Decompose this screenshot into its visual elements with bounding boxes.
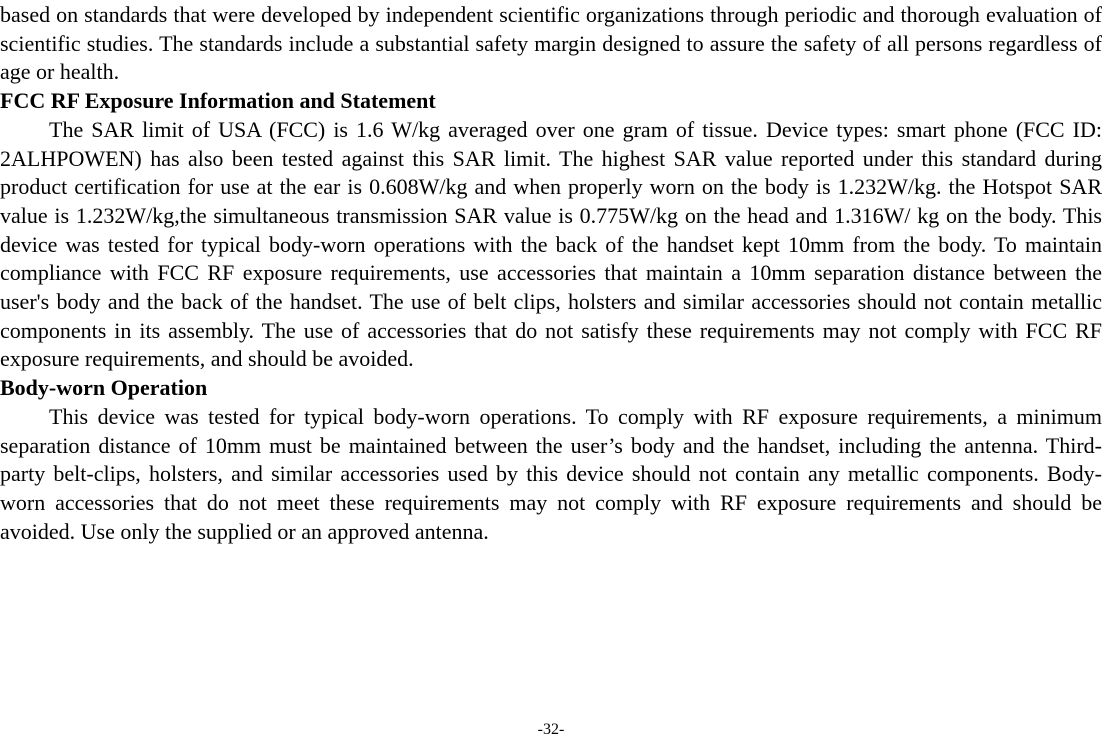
- intro-paragraph: based on standards that were developed by independent scientific organizations through periodic and thorough evaluation of scientific studies. The standards include a substantial safety margin designed to assure the safety of all persons regardless of age or health.: [0, 2, 1102, 85]
- body-worn-operation-paragraph: This device was tested for typical body-worn operations. To comply with RF exposure requirements, a minimum separation distance of 10mm must be maintained between the user’s body and the handset, including the antenna. Third-party belt-clips, holsters, and similar accessories used by this device should not contain any metallic components. Body-worn accessories that do not meet these requirements may not comply with RF exposure requirements and should be avoided. Use only the supplied or an approved antenna.: [0, 403, 1102, 544]
- body-worn-operation-heading: Body-worn Operation: [0, 375, 208, 401]
- page-number: -32-: [537, 721, 565, 738]
- fcc-rf-exposure-heading: FCC RF Exposure Information and Statement: [0, 88, 436, 114]
- fcc-rf-exposure-paragraph: The SAR limit of USA (FCC) is 1.6 W/kg averaged over one gram of tissue. Device types: smart phone (FCC ID: 2ALHPOWEN) has also been tested against this SAR limit. The highest SAR value reported under this standard during product certification for use at the ear is 0.608W/kg and when properly worn on the body is 1.232W/kg. the Hotspot SAR value is 1.232W/kg,the simultaneous transmission SAR value is 0.775W/kg on the head and 1.316W/ kg on the body. This device was tested for typical body-worn operations with the back of the handset kept 10mm from the body. To maintain compliance with FCC RF exposure requirements, use accessories that maintain a 10mm separation distance between the user's body and the back of the handset. The use of belt clips, holsters and similar accessories should not contain metallic components in its assembly. The use of accessories that do not satisfy these requirements may not comply with FCC RF exposure requirements, and should be avoided.: [0, 116, 1102, 372]
